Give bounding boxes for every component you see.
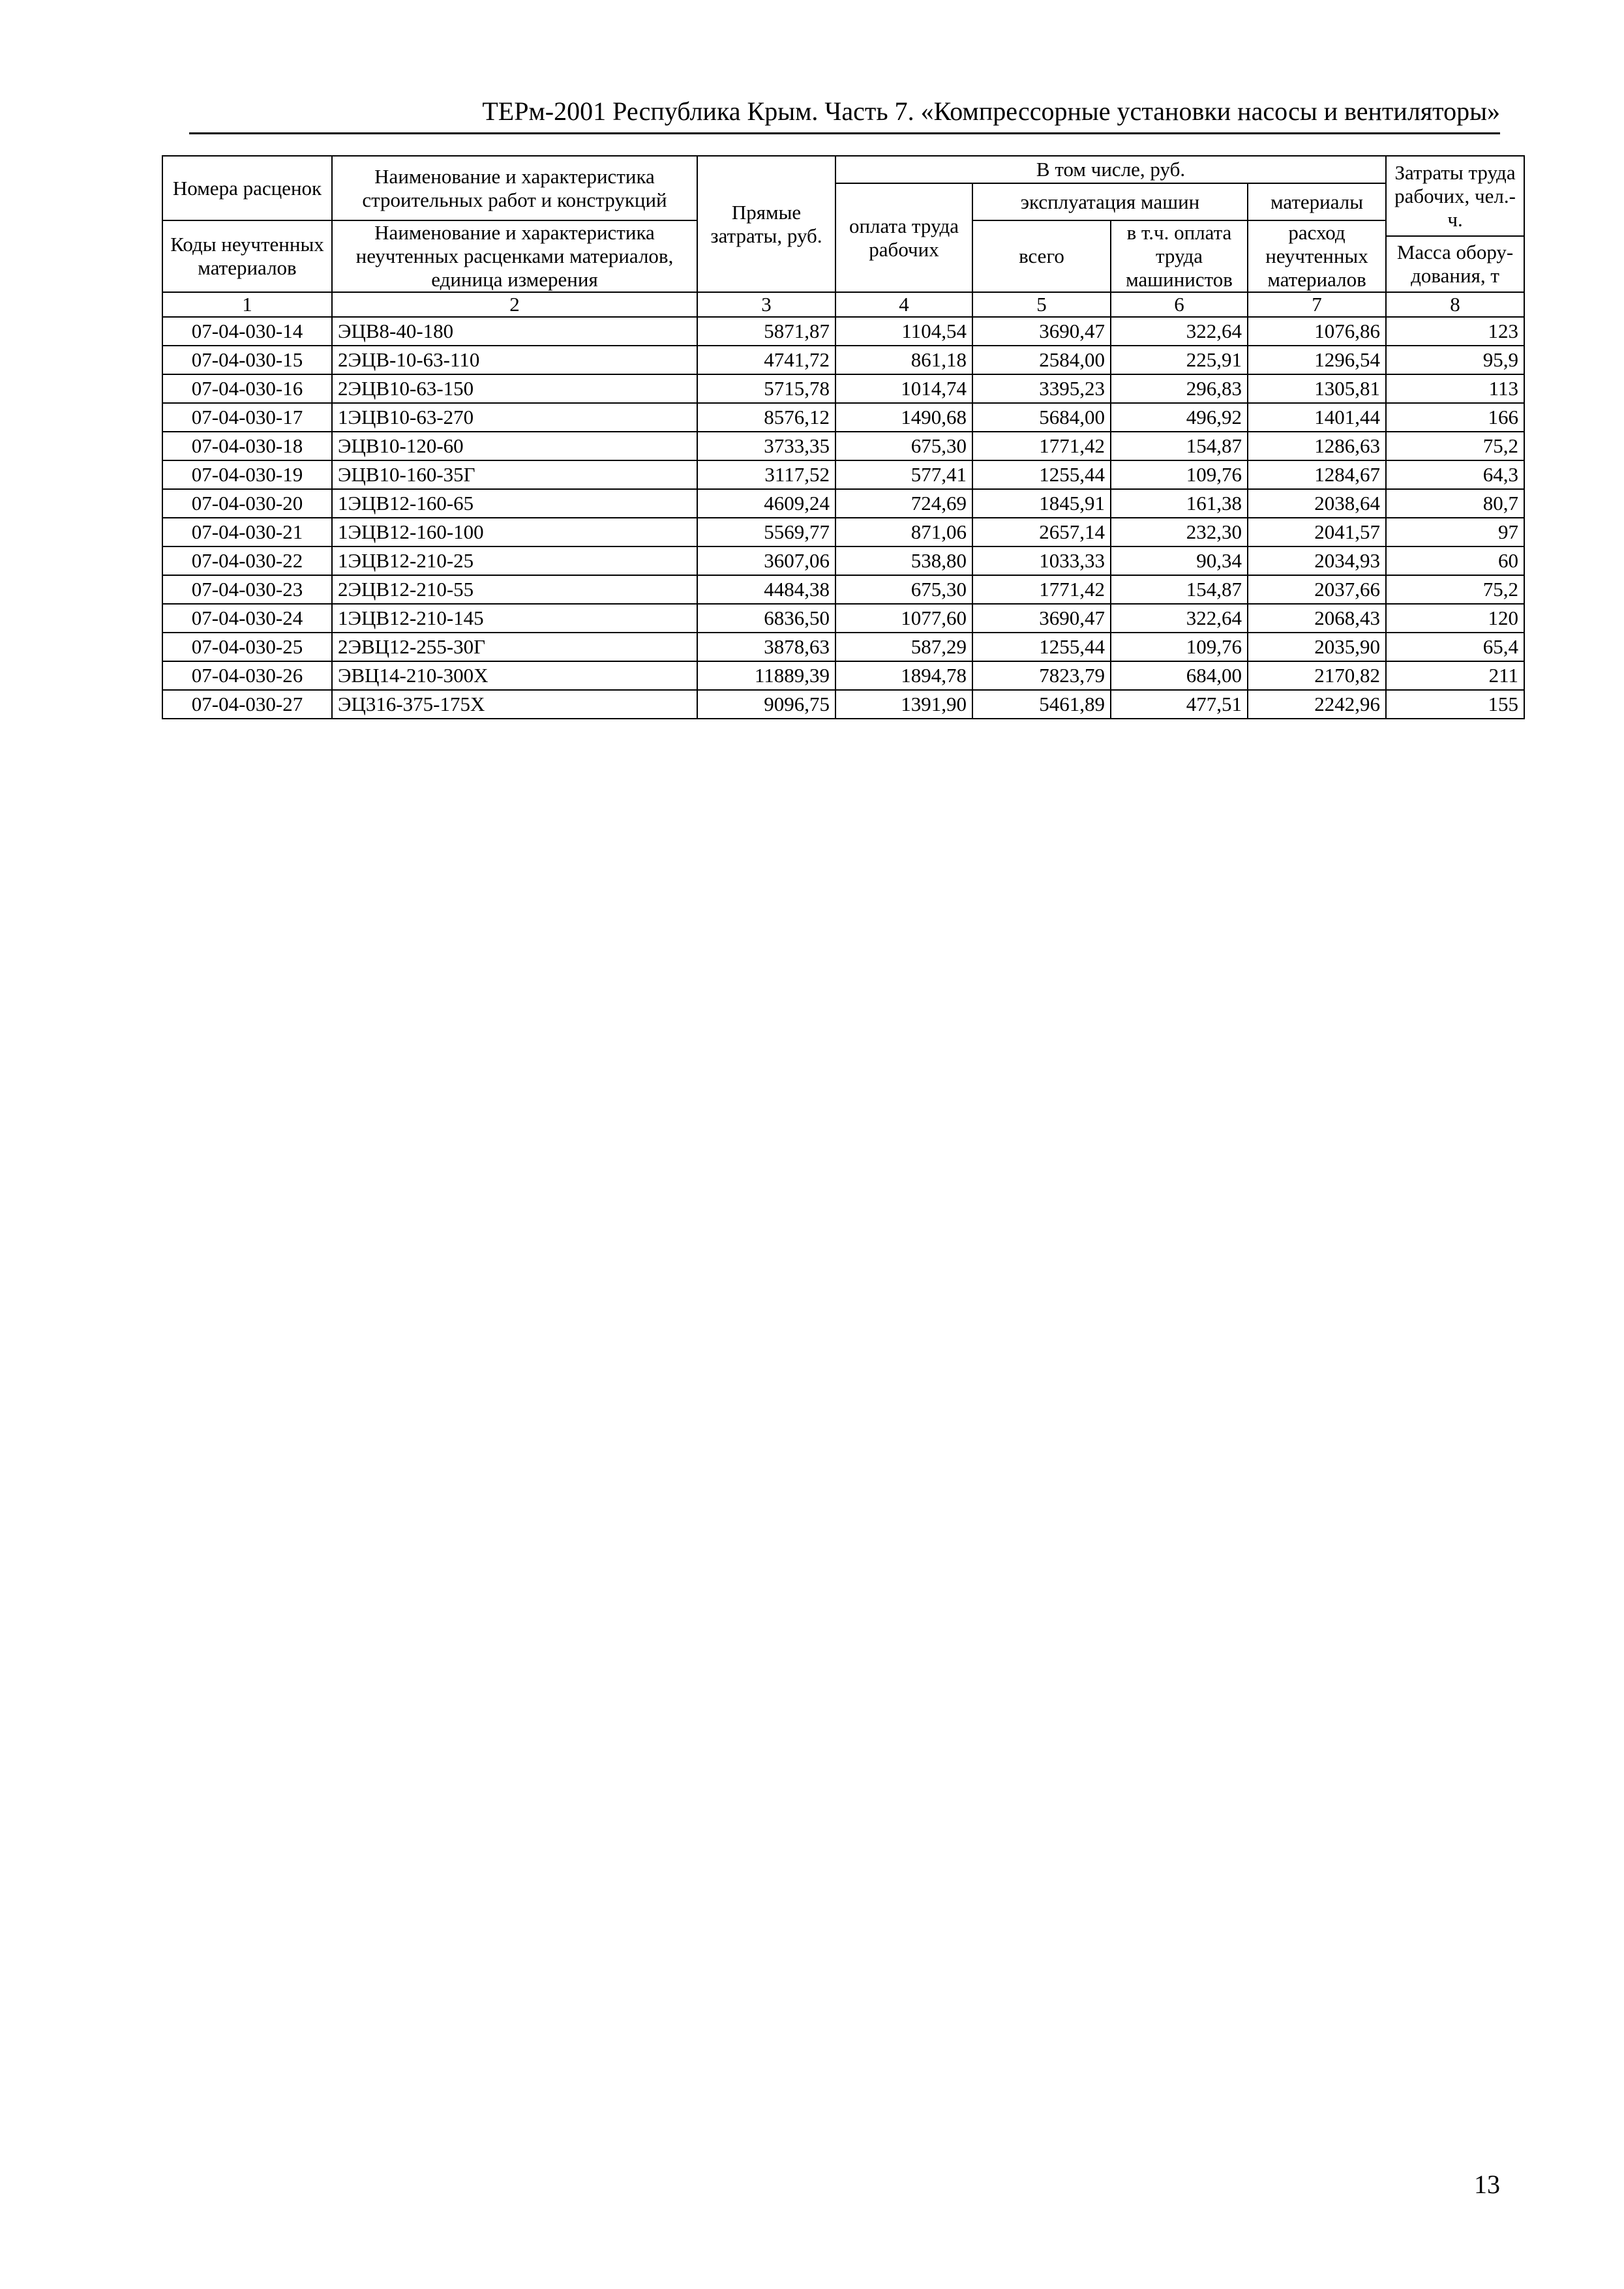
equipment-name-cell: 2ЭЦВ10-63-150 <box>332 374 697 403</box>
column-numbers-row <box>162 292 1524 317</box>
mass-cell: 113 <box>1386 374 1524 403</box>
materials-cell: 1076,86 <box>1248 317 1386 346</box>
equipment-name-cell: 1ЭЦВ12-210-25 <box>332 546 697 575</box>
rate-code-cell: 07-04-030-23 <box>162 575 332 604</box>
direct-costs-cell: 5569,77 <box>697 518 835 546</box>
mass-cell: 123 <box>1386 317 1524 346</box>
labor-pay-cell: 1894,78 <box>835 661 972 690</box>
rate-code-cell: 07-04-030-21 <box>162 518 332 546</box>
mass-cell: 95,9 <box>1386 346 1524 374</box>
driver-pay-cell: 684,00 <box>1111 661 1248 690</box>
driver-pay-cell: 477,51 <box>1111 690 1248 719</box>
table-row <box>162 460 1524 489</box>
direct-costs-cell: 9096,75 <box>697 690 835 719</box>
machine-total-cell: 3690,47 <box>972 317 1111 346</box>
labor-pay-cell: 587,29 <box>835 633 972 661</box>
machine-total-cell: 5461,89 <box>972 690 1111 719</box>
machine-total-cell: 2584,00 <box>972 346 1111 374</box>
table-head <box>162 156 1524 317</box>
header-labor-pay: оплата труда рабочих <box>835 183 972 292</box>
driver-pay-cell: 109,76 <box>1111 460 1248 489</box>
mass-cell: 75,2 <box>1386 432 1524 460</box>
labor-pay-cell: 1104,54 <box>835 317 972 346</box>
mass-cell: 155 <box>1386 690 1524 719</box>
table-row <box>162 604 1524 633</box>
table-row <box>162 317 1524 346</box>
table-body <box>162 317 1524 719</box>
mass-cell: 97 <box>1386 518 1524 546</box>
labor-pay-cell: 861,18 <box>835 346 972 374</box>
column-number: 3 <box>697 292 835 317</box>
materials-cell: 1401,44 <box>1248 403 1386 432</box>
rate-code-cell: 07-04-030-20 <box>162 489 332 518</box>
labor-pay-cell: 675,30 <box>835 432 972 460</box>
page-number: 13 <box>1474 2170 1500 2199</box>
table-row <box>162 489 1524 518</box>
driver-pay-cell: 232,30 <box>1111 518 1248 546</box>
driver-pay-cell: 90,34 <box>1111 546 1248 575</box>
mass-cell: 65,4 <box>1386 633 1524 661</box>
direct-costs-cell: 5715,78 <box>697 374 835 403</box>
header-direct-costs: Прямые затраты, руб. <box>697 156 835 292</box>
header-material-codes: Коды неучтенных материалов <box>162 220 332 292</box>
machine-total-cell: 2657,14 <box>972 518 1111 546</box>
equipment-name-cell: 1ЭЦВ12-210-145 <box>332 604 697 633</box>
header-work-name: Наименование и характеристика строительных работ и конструкций <box>332 156 697 220</box>
materials-cell: 2037,66 <box>1248 575 1386 604</box>
mass-cell: 120 <box>1386 604 1524 633</box>
header-equipment-mass: Масса обору-дования, т <box>1386 236 1524 292</box>
mass-cell: 211 <box>1386 661 1524 690</box>
direct-costs-cell: 11889,39 <box>697 661 835 690</box>
direct-costs-cell: 8576,12 <box>697 403 835 432</box>
materials-cell: 2038,64 <box>1248 489 1386 518</box>
machine-total-cell: 5684,00 <box>972 403 1111 432</box>
materials-cell: 1286,63 <box>1248 432 1386 460</box>
header-material-names: Наименование и характеристика неучтенных расценками материалов, единица измерения <box>332 220 697 292</box>
direct-costs-cell: 3733,35 <box>697 432 835 460</box>
column-number: 1 <box>162 292 332 317</box>
machine-total-cell: 1255,44 <box>972 460 1111 489</box>
mass-cell: 80,7 <box>1386 489 1524 518</box>
mass-cell: 166 <box>1386 403 1524 432</box>
direct-costs-cell: 4609,24 <box>697 489 835 518</box>
equipment-name-cell: ЭЦВ8-40-180 <box>332 317 697 346</box>
rate-code-cell: 07-04-030-15 <box>162 346 332 374</box>
driver-pay-cell: 322,64 <box>1111 317 1248 346</box>
labor-pay-cell: 538,80 <box>835 546 972 575</box>
labor-pay-cell: 675,30 <box>835 575 972 604</box>
table-row <box>162 633 1524 661</box>
table-row <box>162 374 1524 403</box>
table-row <box>162 518 1524 546</box>
machine-total-cell: 7823,79 <box>972 661 1111 690</box>
materials-cell: 2041,57 <box>1248 518 1386 546</box>
machine-total-cell: 1033,33 <box>972 546 1111 575</box>
materials-cell: 2170,82 <box>1248 661 1386 690</box>
direct-costs-cell: 3117,52 <box>697 460 835 489</box>
driver-pay-cell: 296,83 <box>1111 374 1248 403</box>
equipment-name-cell: 2ЭВЦ12-255-30Г <box>332 633 697 661</box>
machine-total-cell: 1845,91 <box>972 489 1111 518</box>
labor-pay-cell: 1490,68 <box>835 403 972 432</box>
rate-code-cell: 07-04-030-19 <box>162 460 332 489</box>
rates-table <box>162 155 1525 719</box>
column-number: 8 <box>1386 292 1524 317</box>
labor-pay-cell: 577,41 <box>835 460 972 489</box>
equipment-name-cell: 2ЭЦВ12-210-55 <box>332 575 697 604</box>
rate-code-cell: 07-04-030-27 <box>162 690 332 719</box>
machine-total-cell: 3395,23 <box>972 374 1111 403</box>
driver-pay-cell: 161,38 <box>1111 489 1248 518</box>
equipment-name-cell: ЭЦВ10-120-60 <box>332 432 697 460</box>
materials-cell: 2242,96 <box>1248 690 1386 719</box>
column-number: 6 <box>1111 292 1248 317</box>
equipment-name-cell: ЭЦ316-375-175Х <box>332 690 697 719</box>
header-total: всего <box>972 220 1111 292</box>
mass-cell: 75,2 <box>1386 575 1524 604</box>
header-including: В том числе, руб. <box>835 156 1386 183</box>
header-machine-operation: эксплуатация машин <box>972 183 1248 220</box>
table-row <box>162 661 1524 690</box>
equipment-name-cell: 1ЭЦВ12-160-100 <box>332 518 697 546</box>
machine-total-cell: 1255,44 <box>972 633 1111 661</box>
table-row <box>162 546 1524 575</box>
labor-pay-cell: 871,06 <box>835 518 972 546</box>
rate-code-cell: 07-04-030-16 <box>162 374 332 403</box>
header-driver-pay: в т.ч. оплата труда машинистов <box>1111 220 1248 292</box>
rate-code-cell: 07-04-030-18 <box>162 432 332 460</box>
labor-pay-cell: 1391,90 <box>835 690 972 719</box>
rate-code-cell: 07-04-030-25 <box>162 633 332 661</box>
header-unaccounted-materials: расход неучтенных материалов <box>1248 220 1386 292</box>
table-row <box>162 690 1524 719</box>
column-number: 7 <box>1248 292 1386 317</box>
header-rate-numbers: Номера расценок <box>162 156 332 220</box>
equipment-name-cell: 1ЭЦВ10-63-270 <box>332 403 697 432</box>
table-row <box>162 346 1524 374</box>
rate-code-cell: 07-04-030-17 <box>162 403 332 432</box>
mass-cell: 60 <box>1386 546 1524 575</box>
direct-costs-cell: 4484,38 <box>697 575 835 604</box>
column-number: 5 <box>972 292 1111 317</box>
header-materials: материалы <box>1248 183 1386 220</box>
materials-cell: 1284,67 <box>1248 460 1386 489</box>
direct-costs-cell: 4741,72 <box>697 346 835 374</box>
driver-pay-cell: 154,87 <box>1111 575 1248 604</box>
mass-cell: 64,3 <box>1386 460 1524 489</box>
materials-cell: 2068,43 <box>1248 604 1386 633</box>
machine-total-cell: 1771,42 <box>972 432 1111 460</box>
header-labor-costs: Затраты труда рабочих, чел.-ч. <box>1386 156 1524 236</box>
driver-pay-cell: 225,91 <box>1111 346 1248 374</box>
table-row <box>162 575 1524 604</box>
equipment-name-cell: 2ЭЦВ-10-63-110 <box>332 346 697 374</box>
page-header <box>189 95 1500 134</box>
labor-pay-cell: 724,69 <box>835 489 972 518</box>
table-row <box>162 432 1524 460</box>
direct-costs-cell: 3878,63 <box>697 633 835 661</box>
rate-code-cell: 07-04-030-24 <box>162 604 332 633</box>
table-row <box>162 403 1524 432</box>
materials-cell: 2034,93 <box>1248 546 1386 575</box>
column-number: 2 <box>332 292 697 317</box>
driver-pay-cell: 109,76 <box>1111 633 1248 661</box>
direct-costs-cell: 5871,87 <box>697 317 835 346</box>
equipment-name-cell: 1ЭЦВ12-160-65 <box>332 489 697 518</box>
labor-pay-cell: 1014,74 <box>835 374 972 403</box>
materials-cell: 1305,81 <box>1248 374 1386 403</box>
rate-code-cell: 07-04-030-22 <box>162 546 332 575</box>
driver-pay-cell: 496,92 <box>1111 403 1248 432</box>
rate-code-cell: 07-04-030-26 <box>162 661 332 690</box>
machine-total-cell: 1771,42 <box>972 575 1111 604</box>
driver-pay-cell: 322,64 <box>1111 604 1248 633</box>
equipment-name-cell: ЭВЦ14-210-300Х <box>332 661 697 690</box>
column-number: 4 <box>835 292 972 317</box>
driver-pay-cell: 154,87 <box>1111 432 1248 460</box>
direct-costs-cell: 6836,50 <box>697 604 835 633</box>
direct-costs-cell: 3607,06 <box>697 546 835 575</box>
labor-pay-cell: 1077,60 <box>835 604 972 633</box>
equipment-name-cell: ЭЦВ10-160-35Г <box>332 460 697 489</box>
rate-code-cell: 07-04-030-14 <box>162 317 332 346</box>
materials-cell: 1296,54 <box>1248 346 1386 374</box>
document-title: ТЕРм-2001 Республика Крым. Часть 7. «Компрессорные установки насосы и вентиляторы» <box>482 97 1500 126</box>
machine-total-cell: 3690,47 <box>972 604 1111 633</box>
materials-cell: 2035,90 <box>1248 633 1386 661</box>
